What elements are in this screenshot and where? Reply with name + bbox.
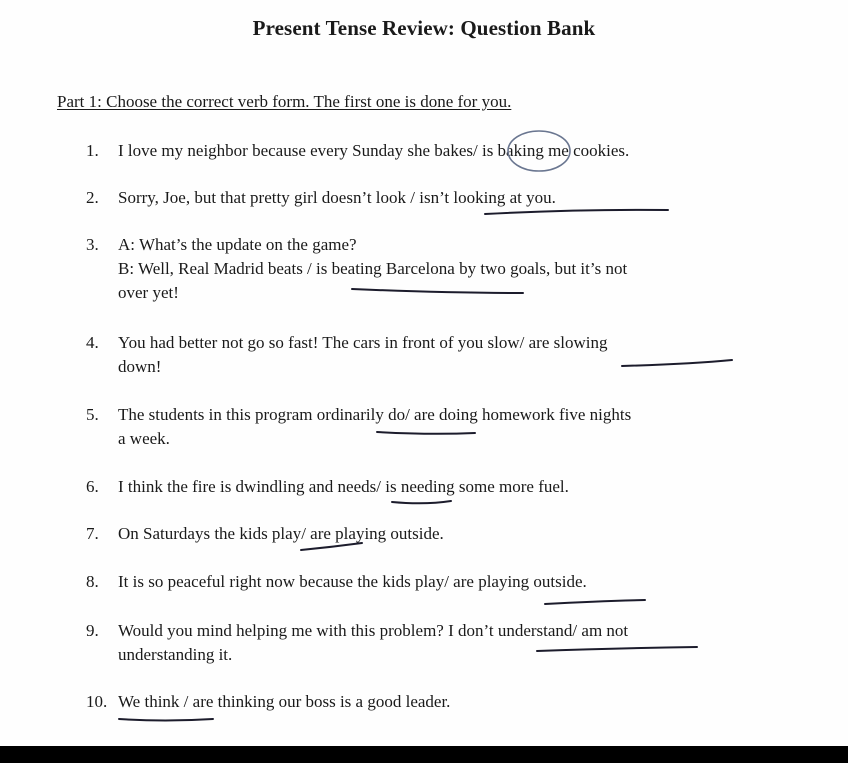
answer-underline-mark: [545, 600, 645, 604]
question-number: 8.: [86, 572, 99, 591]
question-number: 6.: [86, 477, 99, 496]
bottom-black-bar: [0, 746, 848, 763]
question-line: over yet!: [118, 283, 179, 302]
answer-underline-mark: [119, 719, 213, 721]
question-number: 5.: [86, 405, 99, 424]
answer-underline-mark: [392, 501, 451, 503]
question-line: understanding it.: [118, 645, 233, 664]
question-item-5: [86, 403, 786, 451]
question-number: 2.: [86, 188, 99, 207]
question-number: 9.: [86, 621, 99, 640]
question-number: 10.: [86, 692, 108, 711]
question-line: We think / are thinking our boss is a good leader.: [118, 692, 451, 711]
question-item-6: [86, 475, 786, 499]
question-line: It is so peaceful right now because the kids play/ are playing outside.: [118, 572, 587, 591]
question-number: 1.: [86, 141, 99, 160]
question-line: Would you mind helping me with this problem? I don’t understand/ am not: [118, 621, 629, 640]
answer-underline-mark: [485, 210, 668, 214]
question-line: On Saturdays the kids play/ are playing outside.: [118, 524, 444, 543]
question-number: 3.: [86, 235, 99, 254]
question-line: B: Well, Real Madrid beats / is beating Barcelona by two goals, but it’s not: [118, 259, 628, 278]
question-line: I think the fire is dwindling and needs/ is needing some more fuel.: [118, 477, 569, 496]
question-item-7: [86, 522, 786, 546]
question-item-8: [86, 570, 786, 594]
question-item-4: [86, 331, 786, 379]
part-heading: Part 1: Choose the correct verb form. The first one is done for you.: [57, 92, 512, 111]
question-line: a week.: [118, 429, 170, 448]
question-line: down!: [118, 357, 162, 376]
question-item-2: [86, 186, 786, 210]
question-item-9: [86, 619, 786, 667]
question-number: 4.: [86, 333, 99, 352]
question-line: A: What’s the update on the game?: [118, 235, 357, 254]
question-item-10: [86, 690, 786, 714]
question-line: Sorry, Joe, but that pretty girl doesn’t look / isn’t looking at you.: [118, 188, 556, 207]
question-item-1: [86, 139, 786, 163]
page-title: Present Tense Review: Question Bank: [252, 16, 596, 40]
question-number: 7.: [86, 524, 99, 543]
question-line: I love my neighbor because every Sunday she bakes/ is baking me cookies.: [118, 141, 630, 160]
question-line: You had better not go so fast! The cars in front of you slow/ are slowing: [118, 333, 608, 352]
question-item-3: [86, 233, 786, 305]
question-line: The students in this program ordinarily do/ are doing homework five nights: [118, 405, 632, 424]
